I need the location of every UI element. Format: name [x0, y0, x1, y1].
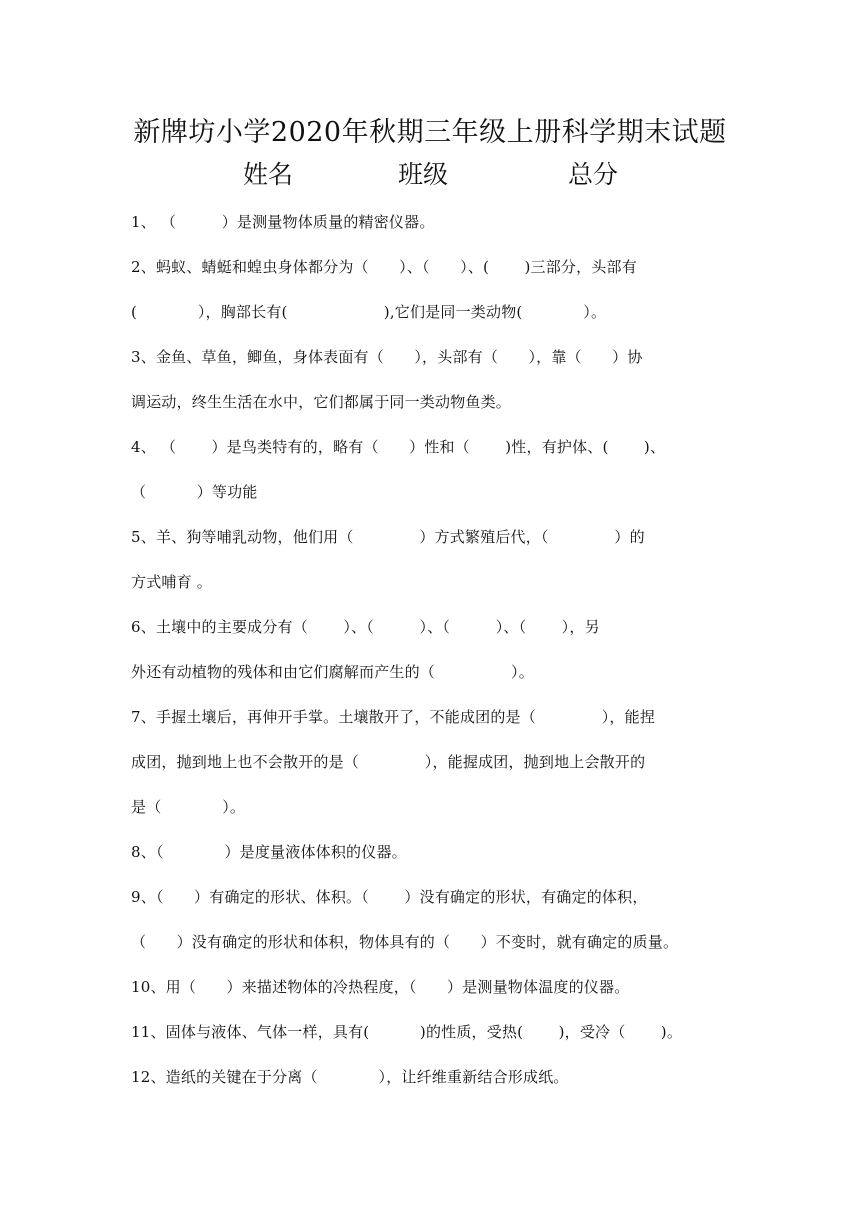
question-list [131, 200, 731, 1100]
question-6-line-2: 外还有动植物的残体和由它们腐解而产生的（ ）。 [131, 663, 534, 681]
question-3-line-2: 调运动，终生生活在水中，它们都属于同一类动物鱼类。 [131, 393, 512, 411]
question-2-line-2: ( ），胸部长有( ),它们是同一类动物( ）。 [131, 303, 607, 321]
question-1-line-1: 1、 （ ）是测量物体质量的精密仪器。 [131, 213, 435, 231]
question-9-line-2: （ ）没有确定的形状和体积，物体具有的（ ）不变时，就有确定的质量。 [131, 933, 679, 951]
question-8-line-1: 8、（ ）是度量液体体积的仪器。 [131, 843, 407, 861]
question-11-line-1: 11、固体与液体、气体一样，具有( )的性质，受热( )，受冷（ )。 [131, 1023, 683, 1041]
question-5-line-1: 5、羊、狗等哺乳动物，他们用（ ）方式繁殖后代，（ ）的 [131, 528, 645, 546]
score-label: 总分 [568, 160, 619, 189]
question-12-line-1: 12、造纸的关键在于分离（ ），让纤维重新结合形成纸。 [131, 1068, 569, 1086]
question-7-line-2: 成团，抛到地上也不会散开的是（ ），能握成团，抛到地上会散开的 [131, 753, 646, 771]
student-info-row [0, 155, 860, 191]
question-2-line-1: 2、蚂蚁、蜻蜓和蝗虫身体都分为（ ）、（ ）、( )三部分，头部有 [131, 258, 637, 276]
exam-title: 新牌坊小学2020年秋期三年级上册科学期末试题 [133, 117, 727, 148]
question-4-line-1: 4、 （ ）是鸟类特有的，略有（ ）性和（ )性，有护体、( )、 [131, 438, 666, 456]
question-7-line-3: 是（ ）。 [131, 798, 246, 816]
class-label: 班级 [398, 160, 449, 189]
question-5-line-2: 方式哺育 。 [131, 573, 212, 591]
question-10-line-1: 10、用（ ）来描述物体的冷热程度，（ ）是测量物体温度的仪器。 [131, 978, 630, 996]
question-9-line-1: 9、（ ）有确定的形状、体积。（ ）没有确定的形状，有确定的体积， [131, 888, 648, 906]
question-3-line-1: 3、金鱼、草鱼，鲫鱼，身体表面有（ ），头部有（ ），靠（ ）协 [131, 348, 643, 366]
name-label: 姓名 [243, 160, 294, 189]
question-7-line-1: 7、手握土壤后，再伸开手掌。土壤散开了，不能成团的是（ ），能捏 [131, 708, 656, 726]
question-4-line-2: （ ）等功能 [131, 483, 258, 501]
question-6-line-1: 6、土壤中的主要成分有（ ）、（ ）、（ ）、（ ），另 [131, 618, 600, 636]
